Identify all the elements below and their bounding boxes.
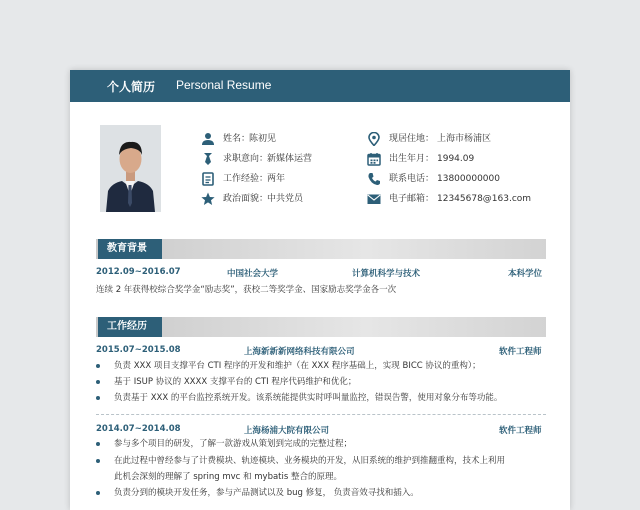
- mail-icon: [367, 192, 381, 206]
- edu-major: 计算机科学与技术: [352, 269, 421, 279]
- info-birth: [367, 151, 557, 167]
- portrait-photo: [100, 125, 161, 212]
- bullet-dot: [96, 380, 100, 384]
- info-value: 新媒体运营: [267, 154, 313, 164]
- info-value: 中共党员: [267, 194, 304, 204]
- bullet-text: 负责基于 XXX 的平台监控系统开发。该系统能提供实时呼叫量监控，错误告警，使用对象分布等功能。: [114, 393, 503, 403]
- info-label: 联系电话：: [389, 174, 435, 184]
- info-value: 12345678@163.com: [437, 194, 532, 204]
- bullet-text: 此机会深刻的理解了 spring mvc 和 mybatis 整合的原理。: [114, 472, 342, 482]
- section-work-header: [96, 317, 546, 337]
- job-period: 2014.07~2014.08: [96, 424, 181, 434]
- info-value: 两年: [267, 174, 286, 184]
- bullet-dot: [96, 442, 100, 446]
- info-label: 现居住地：: [389, 134, 435, 144]
- section-title: 教育背景: [98, 239, 162, 259]
- section-bar: [96, 239, 546, 259]
- info-label: 政治面貌：: [223, 194, 269, 204]
- job-company: 上海新新新网络科技有限公司: [244, 347, 355, 357]
- edu-degree: 本科学位: [508, 269, 543, 279]
- bullet-text: 在此过程中曾经参与了计费模块、轨迹模块、业务模块的开发，从旧系统的维护到推翻重构，技术上利用: [114, 456, 506, 466]
- person-icon: [201, 132, 215, 146]
- info-label: 出生年月：: [389, 154, 435, 164]
- info-value: 1994.09: [437, 154, 475, 164]
- tie-icon: [201, 152, 215, 166]
- job-period: 2015.07~2015.08: [96, 345, 181, 355]
- job-role: 软件工程师: [499, 347, 542, 357]
- info-politics: [201, 191, 351, 207]
- bullet-text: 基于 ISUP 协议的 XXXX 支撑平台的 CTI 程序代码维护和优化；: [114, 377, 357, 387]
- edu-description: 连续 2 年获得校综合奖学金“励志奖”，获校二等奖学金、国家励志奖学金各一次: [96, 285, 397, 295]
- title-en: Personal Resume: [176, 78, 272, 92]
- info-experience: [201, 171, 351, 187]
- info-label: 工作经验：: [223, 174, 269, 184]
- info-value: 上海市杨浦区: [437, 134, 492, 144]
- bullet-dot: [96, 491, 100, 495]
- bullet-text: 参与多个项目的研发，了解一款游戏从策划到完成的完整过程；: [114, 439, 353, 449]
- job-divider: [96, 414, 546, 415]
- info-label: 电子邮箱：: [389, 194, 435, 204]
- bullet-dot: [96, 396, 100, 400]
- section-education-header: [96, 239, 546, 259]
- bullet-text: 负责 XXX 项目支撑平台 CTI 程序的开发和维护（在 XXX 程序基础上，实现 BICC 协议的重构）；: [114, 361, 481, 371]
- info-address: [367, 131, 557, 147]
- star-icon: [201, 192, 215, 206]
- resume-sheet: [70, 70, 570, 510]
- edu-period: 2012.09~2016.07: [96, 267, 181, 277]
- info-value: 陈初见: [249, 134, 277, 144]
- document-icon: [201, 172, 215, 186]
- phone-icon: [367, 172, 381, 186]
- job-role: 软件工程师: [499, 426, 542, 436]
- calendar-icon: [367, 152, 381, 166]
- info-email: [367, 191, 557, 207]
- job-company: 上海杨浦大院有限公司: [244, 426, 330, 436]
- info-job: [201, 151, 351, 167]
- header-bar: [70, 70, 570, 102]
- info-value: 13800000000: [437, 174, 500, 184]
- section-title: 工作经历: [98, 317, 162, 337]
- info-label: 求职意向：: [223, 154, 269, 164]
- section-bar: [96, 317, 546, 337]
- bullet-dot: [96, 364, 100, 368]
- title-cn: 个人简历: [107, 80, 156, 94]
- info-name: [201, 131, 351, 147]
- edu-school: 中国社会大学: [227, 269, 279, 279]
- bullet-dot: [96, 459, 100, 463]
- info-phone: [367, 171, 557, 187]
- info-label: 姓名：: [223, 134, 251, 144]
- bullet-text: 负责分到的模块开发任务，参与产品测试以及 bug 修复， 负责音效寻找和插入。: [114, 488, 419, 498]
- location-icon: [367, 132, 381, 146]
